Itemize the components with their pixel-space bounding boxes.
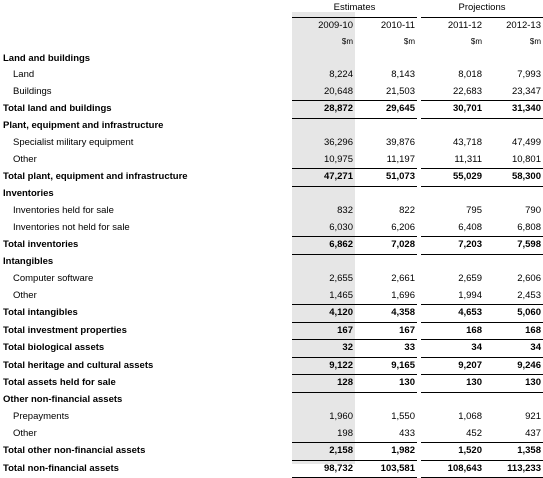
- total-row: [0, 460, 543, 478]
- value-cell: 29,645: [355, 101, 417, 119]
- row-label: Total land and buildings: [3, 103, 112, 114]
- year-header: 2010-11: [380, 19, 415, 31]
- estimates-group-label: Estimates: [292, 0, 417, 17]
- unit-label: $m: [529, 37, 541, 46]
- value-cell: 822: [399, 205, 415, 216]
- value-cell: 32: [292, 340, 355, 358]
- section-title-row: [0, 118, 543, 135]
- total-row: [0, 305, 543, 323]
- value-cell: 1,960: [329, 411, 353, 422]
- empty-cell: [355, 118, 417, 135]
- value-cell: 167: [292, 322, 355, 340]
- value-cell: 1,465: [329, 289, 353, 301]
- empty-cell: [292, 118, 355, 135]
- value-cell: 433: [399, 427, 415, 439]
- year-header: 2011-12: [447, 19, 482, 31]
- value-cell: 7,203: [421, 237, 484, 255]
- data-row: [0, 288, 543, 305]
- value-cell: 452: [466, 427, 482, 439]
- section-title-row: [0, 186, 543, 203]
- value-cell: 9,122: [292, 357, 355, 375]
- data-row: [0, 220, 543, 237]
- value-cell: 8,143: [391, 69, 415, 80]
- total-row: [0, 237, 543, 255]
- section-title-row: [0, 254, 543, 271]
- total-row: [0, 101, 543, 119]
- empty-cell: [292, 392, 355, 409]
- unit-row: [0, 34, 543, 51]
- value-cell: 20,648: [323, 85, 353, 97]
- row-label: Total intangibles: [3, 307, 78, 318]
- value-cell: 34: [484, 340, 543, 358]
- data-row: [0, 152, 543, 169]
- empty-cell: [421, 254, 484, 271]
- value-cell: 130: [484, 375, 543, 393]
- row-label: Computer software: [13, 273, 94, 284]
- row-label: Prepayments: [13, 411, 69, 422]
- value-cell: 6,808: [517, 221, 541, 233]
- row-label: Other: [13, 289, 37, 301]
- value-cell: 6,206: [391, 221, 415, 233]
- data-row: [0, 409, 543, 426]
- value-cell: 2,659: [458, 273, 482, 284]
- total-row: [0, 357, 543, 375]
- value-cell: 1,520: [421, 443, 484, 461]
- row-label: Land: [13, 69, 35, 80]
- value-cell: 832: [337, 205, 353, 216]
- row-label: Total inventories: [3, 239, 79, 250]
- value-cell: 130: [355, 375, 417, 393]
- total-row: [0, 322, 543, 340]
- data-row: [0, 426, 543, 443]
- value-cell: 1,358: [484, 443, 543, 461]
- value-cell: 9,246: [484, 357, 543, 375]
- section-title: Inventories: [3, 188, 54, 200]
- value-cell: 4,120: [292, 305, 355, 323]
- empty-cell: [484, 186, 543, 203]
- value-cell: 1,068: [458, 411, 482, 422]
- section-title-row: [0, 51, 543, 68]
- value-cell: 168: [421, 322, 484, 340]
- section-title: Plant, equipment and infrastructure: [3, 120, 164, 132]
- value-cell: 9,207: [421, 357, 484, 375]
- unit-label: $m: [470, 37, 482, 46]
- value-cell: 790: [525, 205, 541, 216]
- year-header-row: [0, 17, 543, 34]
- value-cell: 31,340: [484, 101, 543, 119]
- value-cell: 130: [421, 375, 484, 393]
- value-cell: 55,029: [421, 169, 484, 187]
- total-row: [0, 375, 543, 393]
- empty-cell: [421, 51, 484, 68]
- row-label: Total heritage and cultural assets: [3, 359, 154, 371]
- section-title: Other non-financial assets: [3, 394, 123, 406]
- value-cell: 437: [525, 427, 541, 439]
- empty-cell: [292, 254, 355, 271]
- value-cell: 11,311: [454, 153, 482, 165]
- value-cell: 7,028: [355, 237, 417, 255]
- value-cell: 108,643: [421, 460, 484, 478]
- empty-cell: [484, 118, 543, 135]
- section-title: Land and buildings: [3, 52, 91, 64]
- value-cell: 1,994: [458, 289, 482, 301]
- empty-cell: [292, 186, 355, 203]
- value-cell: 43,718: [452, 137, 482, 148]
- empty-cell: [484, 254, 543, 271]
- empty-cell: [484, 51, 543, 68]
- row-label: Total investment properties: [3, 324, 127, 336]
- value-cell: 47,499: [511, 137, 541, 148]
- year-header: 2012-13: [506, 19, 541, 31]
- value-cell: 795: [466, 205, 482, 216]
- value-cell: 8,018: [458, 69, 482, 80]
- empty-cell: [355, 186, 417, 203]
- total-row: [0, 443, 543, 461]
- value-cell: 2,158: [292, 443, 355, 461]
- value-cell: 7,598: [484, 237, 543, 255]
- value-cell: 2,453: [517, 289, 541, 301]
- value-cell: 1,696: [391, 289, 415, 301]
- data-row: [0, 84, 543, 101]
- value-cell: 2,606: [517, 273, 541, 284]
- value-cell: 58,300: [484, 169, 543, 187]
- value-cell: 921: [525, 411, 541, 422]
- value-cell: 7,993: [517, 69, 541, 80]
- unit-label: $m: [403, 37, 415, 46]
- value-cell: 103,581: [355, 460, 417, 478]
- value-cell: 39,876: [385, 137, 415, 148]
- value-cell: 1,982: [355, 443, 417, 461]
- value-cell: 4,358: [355, 305, 417, 323]
- row-label: Buildings: [13, 85, 52, 97]
- value-cell: 30,701: [421, 101, 484, 119]
- value-cell: 11,197: [386, 153, 415, 165]
- value-cell: 9,165: [355, 357, 417, 375]
- value-cell: 98,732: [292, 460, 355, 478]
- row-label: Inventories held for sale: [13, 205, 114, 216]
- empty-cell: [355, 51, 417, 68]
- section-title: Intangibles: [3, 256, 54, 268]
- row-label: Total assets held for sale: [3, 377, 116, 388]
- value-cell: 5,060: [484, 305, 543, 323]
- value-cell: 51,073: [355, 169, 417, 187]
- value-cell: 167: [355, 322, 417, 340]
- data-row: [0, 271, 543, 288]
- row-label: Specialist military equipment: [13, 137, 134, 148]
- value-cell: 23,347: [511, 85, 541, 97]
- data-row: [0, 203, 543, 220]
- value-cell: 34: [421, 340, 484, 358]
- value-cell: 22,683: [452, 85, 482, 97]
- row-label: Inventories not held for sale: [13, 221, 130, 233]
- year-header: 2009-10: [318, 19, 353, 31]
- value-cell: 33: [355, 340, 417, 358]
- row-label: Total other non-financial assets: [3, 445, 146, 456]
- projections-group-label: Projections: [421, 0, 543, 17]
- unit-label: $m: [341, 37, 353, 46]
- value-cell: 168: [484, 322, 543, 340]
- value-cell: 10,975: [323, 153, 353, 165]
- row-label: Other: [13, 153, 37, 165]
- value-cell: 8,224: [329, 69, 353, 80]
- row-label: Total plant, equipment and infrastructure: [3, 171, 188, 182]
- value-cell: 21,503: [385, 85, 415, 97]
- value-cell: 1,550: [391, 411, 415, 422]
- group-header-row: [0, 0, 543, 17]
- empty-cell: [484, 392, 543, 409]
- total-row: [0, 169, 543, 187]
- value-cell: 6,408: [458, 221, 482, 233]
- row-label: Total biological assets: [3, 342, 105, 353]
- value-cell: 10,801: [511, 153, 541, 165]
- value-cell: 2,655: [329, 273, 353, 284]
- empty-cell: [355, 392, 417, 409]
- row-label: Other: [13, 427, 37, 439]
- empty-cell: [355, 254, 417, 271]
- value-cell: 28,872: [292, 101, 355, 119]
- data-row: [0, 67, 543, 84]
- value-cell: 6,862: [292, 237, 355, 255]
- value-cell: 36,296: [323, 137, 353, 148]
- value-cell: 47,271: [292, 169, 355, 187]
- empty-cell: [292, 51, 355, 68]
- total-row: [0, 340, 543, 358]
- value-cell: 2,661: [391, 273, 415, 284]
- empty-cell: [421, 186, 484, 203]
- value-cell: 4,653: [421, 305, 484, 323]
- value-cell: 128: [292, 375, 355, 393]
- empty-cell: [421, 392, 484, 409]
- section-title-row: [0, 392, 543, 409]
- value-cell: 113,233: [484, 460, 543, 478]
- empty-cell: [421, 118, 484, 135]
- data-row: [0, 135, 543, 152]
- row-label: Total non-financial assets: [3, 462, 119, 474]
- value-cell: 6,030: [329, 221, 353, 233]
- value-cell: 198: [337, 427, 353, 439]
